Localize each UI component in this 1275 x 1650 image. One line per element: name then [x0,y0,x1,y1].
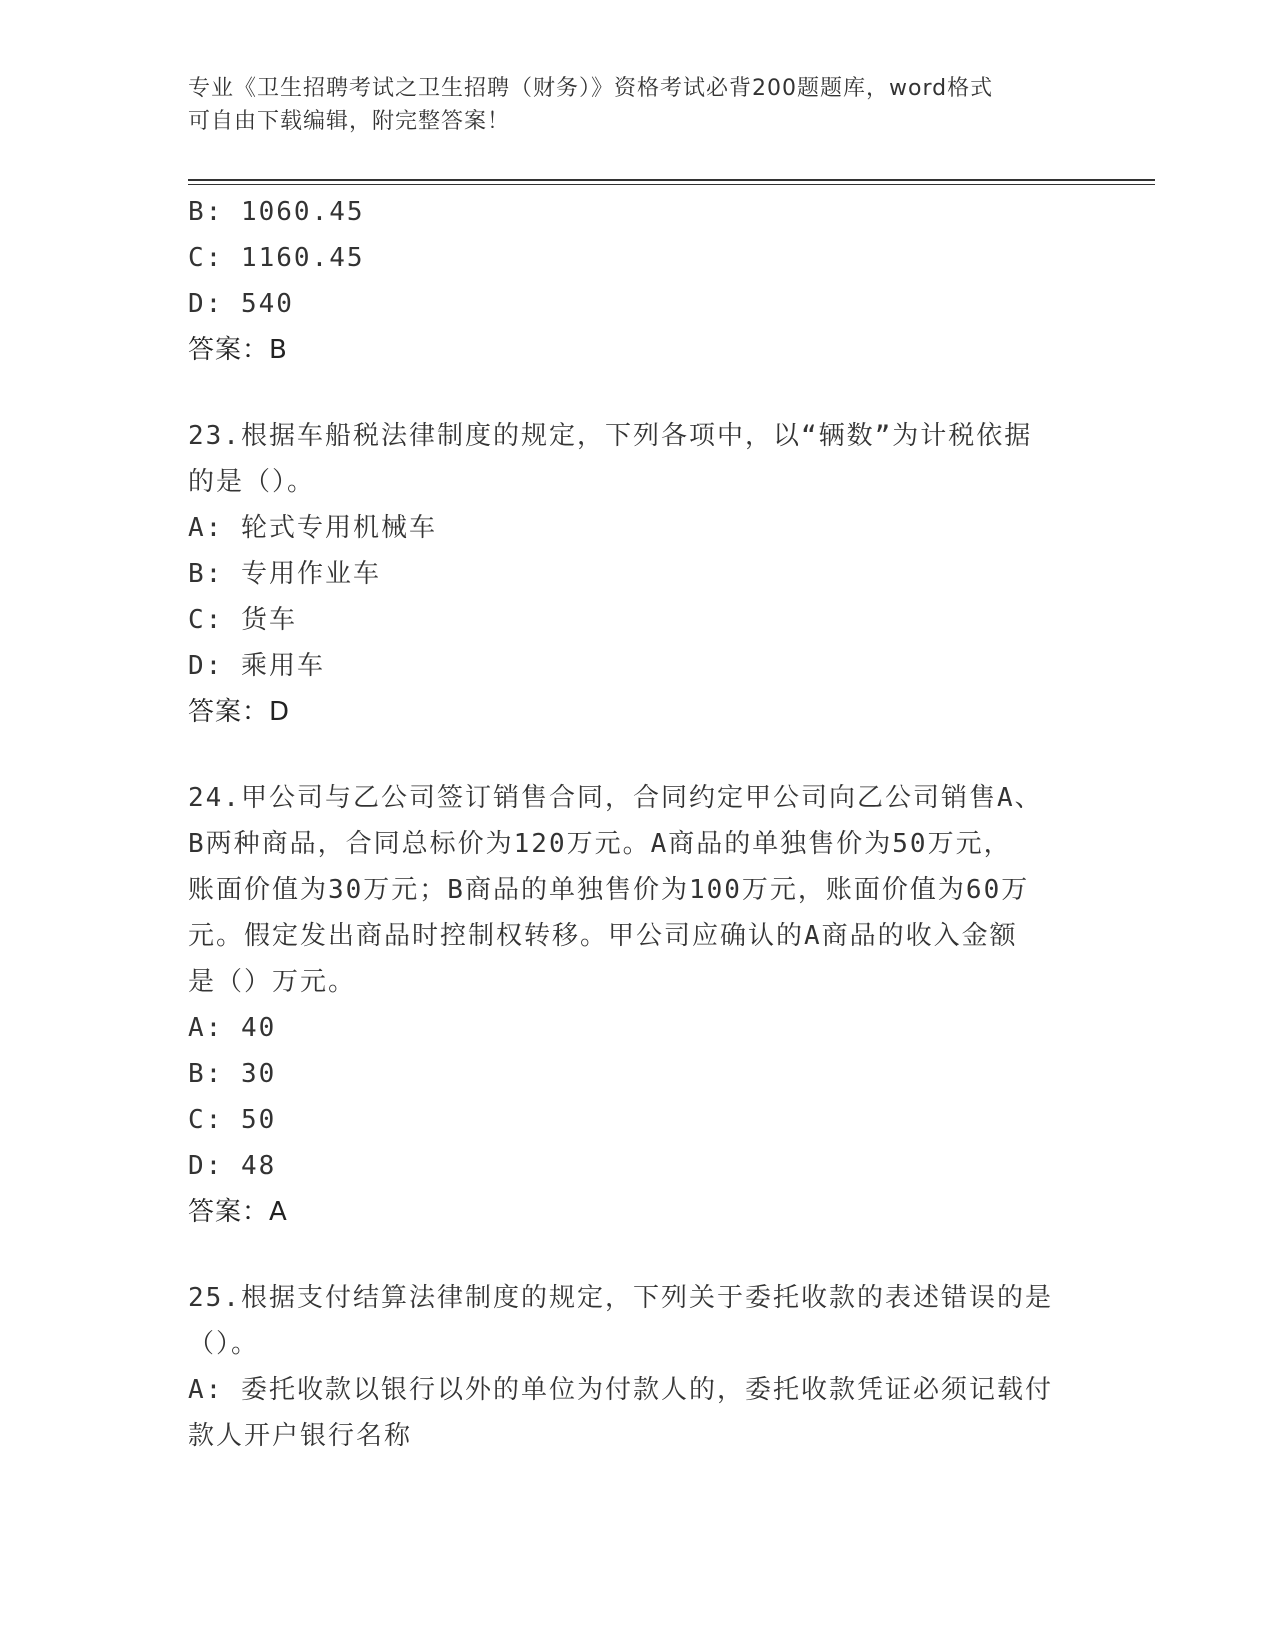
question-text: 23.根据车船税法律制度的规定，下列各项中，以“辆数”为计税依据 [188,421,1033,451]
question-text: B两种商品，合同总标价为120万元。A商品的单独售价为50万元， [188,829,1012,859]
question-22-tail [188,189,1088,373]
option-c: C: 50 [188,1105,277,1135]
option-c: C: 1160.45 [188,243,365,273]
document-header [188,72,1088,138]
option-b: B: 1060.45 [188,197,365,227]
option-a: A: 轮式专用机械车 [188,513,437,543]
answer: 答案：D [188,697,291,727]
question-24 [188,775,1088,1235]
question-text: 的是（）。 [188,467,316,497]
answer: 答案：B [188,335,288,365]
option-c: C: 货车 [188,605,297,635]
header-line-1: 专业《卫生招聘考试之卫生招聘（财务）》资格考试必背200题题库，word格式 [188,76,994,101]
question-list [188,189,1088,1459]
option-d: D: 乘用车 [188,651,325,681]
question-text: 是（）万元。 [188,967,357,997]
question-text: 账面价值为30万元；B商品的单独售价为100万元，账面价值为60万 [188,875,1030,905]
option-b: B: 专用作业车 [188,559,381,589]
question-text: 元。假定发出商品时控制权转移。甲公司应确认的A商品的收入金额 [188,921,1018,951]
question-text: 24.甲公司与乙公司签订销售合同，合同约定甲公司向乙公司销售A、 [188,783,1043,813]
option-d: D: 48 [188,1151,277,1181]
answer: 答案：A [188,1197,288,1227]
option-a: A: 40 [188,1013,277,1043]
question-25 [188,1275,1088,1459]
question-text: 25.根据支付结算法律制度的规定，下列关于委托收款的表述错误的是 [188,1283,1053,1313]
option-a-continued: 款人开户银行名称 [188,1421,413,1451]
option-a: A: 委托收款以银行以外的单位为付款人的，委托收款凭证必须记载付 [188,1375,1053,1405]
header-divider [188,179,1155,185]
option-d: D: 540 [188,289,294,319]
question-23 [188,413,1088,735]
question-text: （）。 [188,1329,260,1359]
header-line-2: 可自由下载编辑，附完整答案！ [188,109,511,134]
option-b: B: 30 [188,1059,277,1089]
